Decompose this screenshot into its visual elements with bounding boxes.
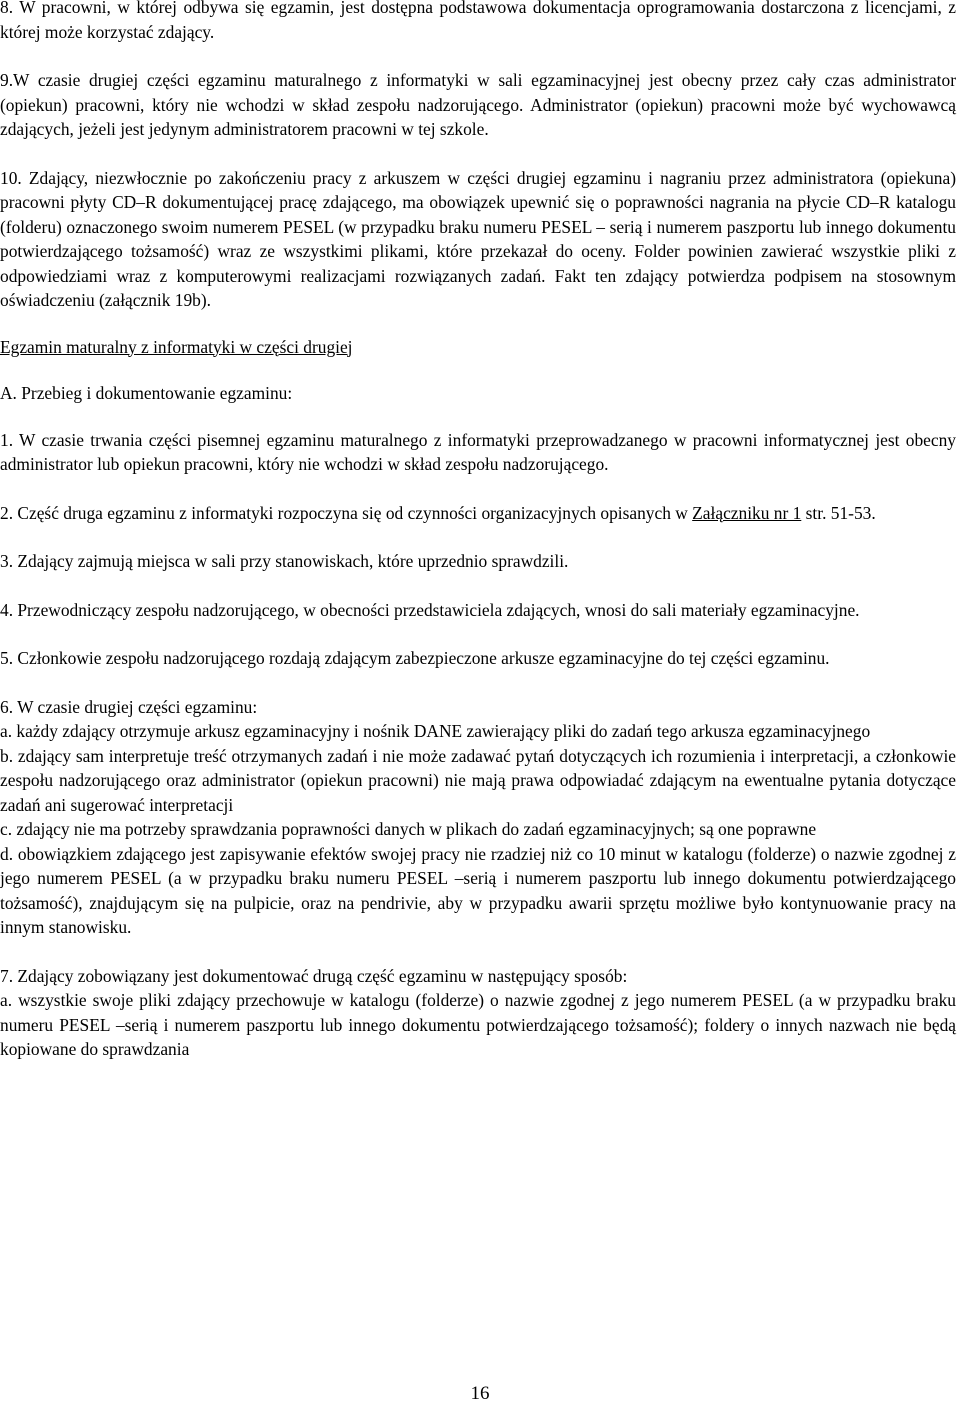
paragraph-10: 10. Zdający, niezwłocznie po zakończeniu pracy z arkuszem w części drugiej egzaminu i nagraniu przez administratora (opiekuna) pracowni płyty CD–R dokumentującej pracę zdającego, ma obowiązek upewnić się o poprawności nagrania na płycie CD–R katalogu (folderu) oznaczonego swoim numerem PESEL (w przypadku braku numeru PESEL – serią i numerem paszportu lub innego dokumentu potwierdzającego tożsamość) wraz ze wszystkimi plikami, które przekazał do oceny. Folder powinien zawierać wszystkie pliki z odpowiedziami wraz z komputerowymi realizacjami rozwiązanych zadań. Fakt ten zdający potwierdza podpisem na stosownym oświadczeniu (załącznik 19b). — [0, 167, 956, 310]
item-6b: b. zdający sam interpretuje treść otrzymanych zadań i nie może zadawać pytań dotyczących ich rozumienia i interpretacji, a członkowie zespołu nadzorującego oraz administrator (opiekun pracowni) nie mają prawa odpowiadać zdającym na ewentualne pytania dotyczące zadań ani sugerować interpretacji — [0, 745, 956, 815]
item-4: 4. Przewodniczący zespołu nadzorującego, w obecności przedstawiciela zdających, wnosi do sali materiały egzaminacyjne. — [0, 599, 860, 620]
item-6a: a. każdy zdający otrzymuje arkusz egzaminacyjny i nośnik DANE zawierający pliki do zadań tego arkusza egzaminacyjnego — [0, 721, 871, 741]
attachment-link[interactable]: Załączniku nr 1 — [692, 502, 802, 523]
item-1: 1. W czasie trwania części pisemnej egzaminu maturalnego z informatyki przeprowadzanego w pracowni informatycznej jest obecny administrator lub opiekun pracowni, który nie wchodzi w skład zespołu nadzorującego. — [0, 429, 956, 474]
item-6c: c. zdający nie ma potrzeby sprawdzania poprawności danych w plikach do zadań egzaminacyjnych; są one poprawne — [0, 819, 817, 839]
item-2 — [0, 501, 956, 526]
item-6d: d. obowiązkiem zdającego jest zapisywanie efektów swojej pracy nie rzadziej niż co 10 minut w katalogu (folderze) o nazwie zgodnej z jego numerem PESEL (a w przypadku braku numeru PESEL –serią i numerem paszportu lub innego dokumentu potwierdzającego tożsamość), znajdującym się na pulpicie, oraz na pendrivie, aby w przypadku awarii sprzętu możliwe było kontynuowanie pracy na innym stanowisku. — [0, 843, 956, 937]
page-number: 16 — [470, 1383, 490, 1404]
item-2-pages: str. 51-53. — [801, 502, 876, 523]
item-2-text: 2. Część druga egzaminu z informatyki rozpoczyna się od czynności organizacyjnych opisanych w — [0, 502, 693, 523]
paragraph-8: 8. W pracowni, w której odbywa się egzamin, jest dostępna podstawowa dokumentacja oprogramowania dostarczona z licencjami, z której może korzystać zdający. — [0, 0, 956, 42]
item-5: 5. Członkowie zespołu nadzorującego rozdają zdającym zabezpieczone arkusze egzaminacyjne do tej części egzaminu. — [0, 648, 830, 668]
item-7a: a. wszystkie swoje pliki zdający przechowuje w katalogu (folderze) o nazwie zgodnej z jego numerem PESEL (a w przypadku braku numeru PESEL –serią i numerem paszportu lub innego dokumentu potwierdzającego tożsamość); foldery o innych nazwach nie będą kopiowane do sprawdzania — [0, 990, 956, 1059]
item-3: 3. Zdający zajmują miejsca w sali przy stanowiskach, które uprzednio sprawdzili. — [0, 551, 569, 571]
section-subtitle: A. Przebieg i dokumentowanie egzaminu: — [0, 383, 293, 403]
paragraph-9: 9.W czasie drugiej części egzaminu maturalnego z informatyki w sali egzaminacyjnej jest obecny przez cały czas administrator (opiekun) pracowni, który nie wchodzi w skład zespołu nadzorującego. Administrator (opiekun) pracowni może być wychowawcą zdających, jeżeli jest jedynym administratorem pracowni w tej szkole. — [0, 70, 956, 139]
section-title-text: Egzamin maturalny z informatyki w części drugiej — [0, 336, 353, 357]
item-6-title: 6. W czasie drugiej części egzaminu: — [0, 696, 258, 717]
item-7-title: 7. Zdający zobowiązany jest dokumentować drugą część egzaminu w następujący sposób: — [0, 965, 628, 986]
section-title — [0, 335, 956, 360]
